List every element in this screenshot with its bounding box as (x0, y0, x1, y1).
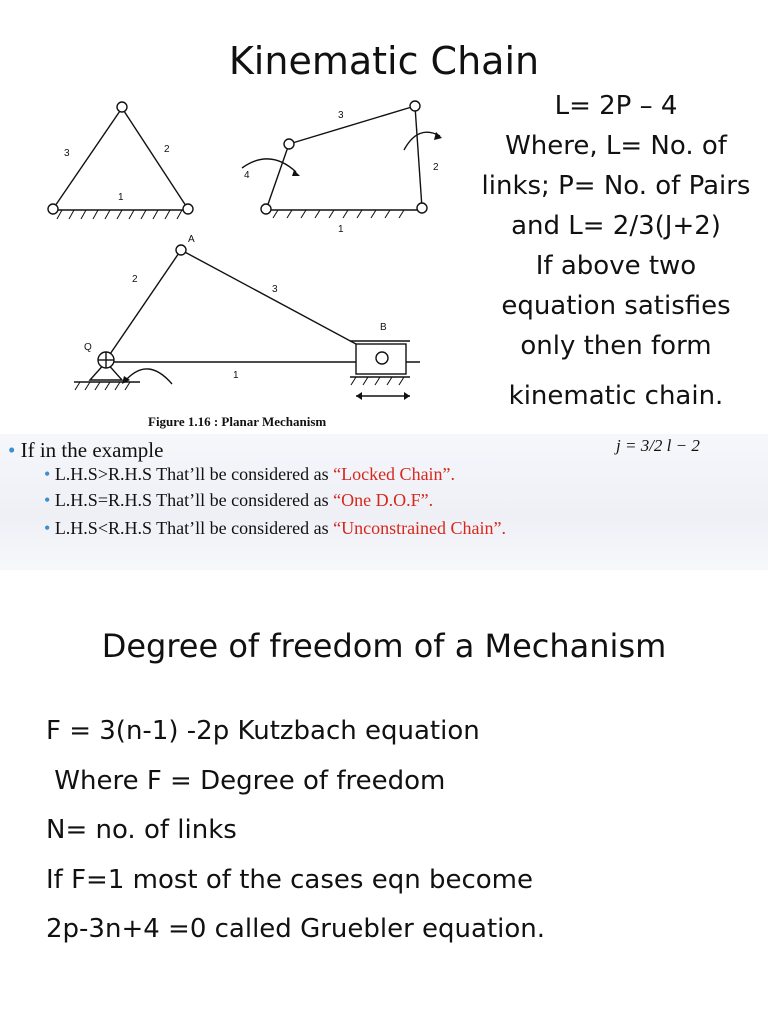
link-label: 2 (164, 144, 170, 155)
link-label: 1 (338, 224, 344, 235)
rule-item (44, 490, 433, 511)
equation-line: kinematic chain. (508, 381, 724, 411)
rule-condition: L.H.S=R.H.S That’ll be considered as (54, 490, 334, 510)
bullet-icon: • (44, 490, 51, 510)
equation-block (470, 86, 762, 416)
equation-line: links; P= No. of Pairs (481, 171, 751, 201)
body-line: If F=1 most of the cases eqn become (46, 864, 533, 895)
equation-line: equation satisfies (501, 291, 731, 321)
joint-label: A (188, 234, 195, 245)
section-heading: Degree of freedom of a Mechanism (101, 627, 667, 665)
dof-equations (46, 716, 545, 964)
rules-heading (8, 438, 163, 463)
link-label: 2 (433, 162, 439, 173)
chain-condition-panel (0, 434, 768, 570)
equation-line: If above two (535, 251, 697, 281)
planar-mechanism-figure (30, 92, 450, 412)
body-line: F = 3(n-1) -2p Kutzbach equation (46, 716, 480, 746)
link-label: 1 (233, 370, 239, 381)
rules-heading-text: If in the example (20, 438, 164, 462)
joint-label: B (380, 322, 387, 333)
rule-item (44, 518, 506, 539)
equation-line: Where, L= No. of (505, 131, 727, 161)
equation-line: L= 2P – 4 (554, 91, 678, 121)
body-line: 2p-3n+4 =0 called Gruebler equation. (46, 914, 546, 944)
equation-line: and L= 2/3(J+2) (511, 211, 721, 241)
rule-result: “Locked Chain”. (333, 464, 456, 484)
rule-condition: L.H.S<R.H.S That’ll be considered as (54, 518, 334, 538)
slide-title: Kinematic Chain (228, 39, 540, 83)
link-label: 3 (272, 284, 278, 295)
rule-result: “Unconstrained Chain”. (333, 518, 507, 538)
bullet-icon: • (8, 438, 16, 462)
rule-result: “One D.O.F”. (333, 490, 434, 510)
joint-label: Q (84, 342, 92, 353)
rule-item (44, 464, 455, 485)
link-label: 1 (118, 192, 124, 203)
rule-condition: L.H.S>R.H.S That’ll be considered as (54, 464, 334, 484)
equation-line: only then form (520, 331, 712, 361)
link-label: 3 (64, 148, 70, 159)
figure-caption: Figure 1.16 : Planar Mechanism (148, 414, 327, 429)
bullet-icon: • (44, 518, 51, 538)
link-label: 2 (132, 274, 138, 285)
body-line: Where F = Degree of freedom (46, 765, 446, 796)
link-label: 3 (338, 110, 344, 121)
link-label: 4 (244, 170, 250, 181)
bullet-icon: • (44, 464, 51, 484)
joint-equation: j = 3/2 l − 2 (616, 436, 700, 455)
body-line: N= no. of links (46, 815, 237, 845)
